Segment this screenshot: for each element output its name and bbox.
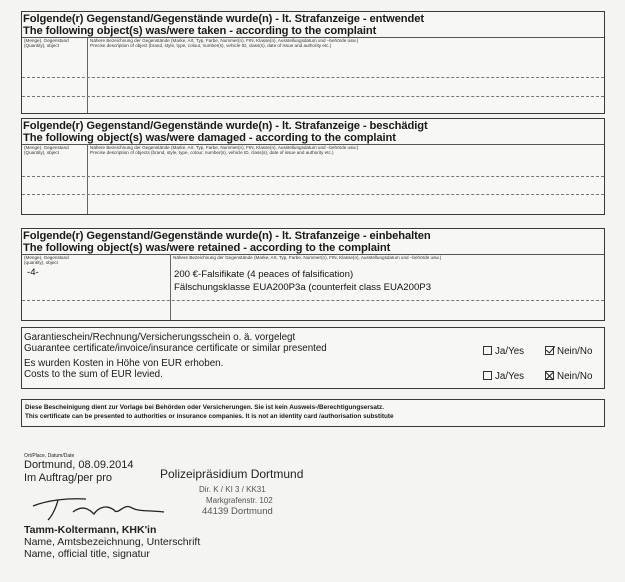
box-retained-header: [22, 230, 431, 254]
place-date: Dortmund, 08.09.2014: [24, 459, 134, 471]
col-description-label-en: Precise description of objects (brand, style, type, colour, number(s), vehicle ID, class(s), date of issue and authority etc.): [90, 150, 334, 155]
cert-costs-yes[interactable]: Ja/Yes: [483, 371, 524, 382]
box-damaged-header: [22, 120, 428, 144]
box-retained-title-de: Folgende(r) Gegenstand/Gegenstände wurde(n) - lt. Strafanzeige - einbehalten: [23, 230, 431, 242]
cert-costs-de: Es wurden Kosten in Höhe von EUR erhoben.: [24, 358, 224, 369]
box-damaged-title-en: The following object(s) was/were damaged - according to the complaint: [23, 132, 396, 144]
cert-costs-no[interactable]: Nein/No: [545, 371, 592, 382]
on-behalf: Im Auftrag/per pro: [24, 472, 113, 484]
box-taken-title-de: Folgende(r) Gegenstand/Gegenstände wurde(n) - lt. Strafanzeige - entwendet: [23, 13, 424, 25]
signer-label-de: Name, Amtsbezeichnung, Unterschrift: [24, 536, 201, 548]
box-retained: [21, 228, 605, 321]
stamp-department: Dir. K / KI 3 / KK31: [199, 485, 266, 494]
checkbox-empty-icon[interactable]: [483, 346, 492, 355]
checkbox-checked-icon[interactable]: [545, 346, 554, 355]
col-description-label-en: Precise description of object (brand, style, type, colour, number(s), vehicle ID, class(s), date of issue and authority etc.): [90, 43, 332, 48]
cert-presented-yes[interactable]: Ja/Yes: [483, 346, 524, 357]
box-taken: [21, 11, 605, 114]
place-date-label: Ort/Place, Datum/Date: [24, 453, 75, 459]
col-description-label-de: Nähere Bezeichnung der Gegenstände (Marke, Art, Typ, Farbe, Nummer(n), FIN, Klasse(n), Ausstellungsdatum und –behörde usw.): [90, 145, 359, 150]
notice-de: Diese Bescheinigung dient zur Vorlage bei Behörden oder Versicherungen. Sie ist kein Ausweis-/Berechtigungsersatz.: [25, 404, 385, 411]
signer-label-en: Name, official title, signatur: [24, 548, 150, 560]
col-quantity-label-en: (Quantity), object: [24, 150, 59, 155]
col-description-label-de: Nähere Bezeichnung der Gegenstände (Marke, Art, Typ, Farbe, Nummer(n), FIN, Klasse(n), Ausstellungsdatum und –behörde usw.): [173, 255, 442, 260]
col-quantity-label-en: (quantity), object: [24, 260, 58, 265]
box-taken-title-en: The following object(s) was/were taken - according to the complaint: [23, 25, 377, 37]
col-quantity-label-en: (Quantity), object: [24, 43, 59, 48]
cert-presented-en: Guarantee certificate/invoice/insurance certificate or similar presented: [24, 343, 327, 354]
box-taken-header: [22, 13, 424, 37]
col-quantity-label-de: (Menge), Gegenstand: [24, 145, 69, 150]
stamp-authority: Polizeipräsidium Dortmund: [160, 467, 304, 481]
retained-item-line-1: 200 €-Falsifikate (4 peaces of falsification): [174, 269, 354, 280]
box-damaged: [21, 118, 605, 215]
cert-presented-no[interactable]: Nein/No: [545, 346, 592, 357]
col-description-label-de: Nähere Bezeichnung der Gegenstände (Marke, Art, Typ, Farbe, Nummer(n), FIN, Klasse(n), Ausstellungsdatum und –behörde usw.): [90, 38, 359, 43]
box-certificate: [21, 327, 605, 389]
stamp-city: 44139 Dortmund: [202, 506, 273, 517]
cert-presented-de: Garantieschein/Rechnung/Versicherungsschein o. ä. vorgelegt: [24, 332, 296, 343]
cert-costs-en: Costs to the sum of EUR levied.: [24, 369, 163, 380]
signer-name: Tamm-Koltermann, KHK'in: [24, 524, 157, 536]
col-quantity-label-de: (Menge), Gegenstand: [24, 255, 69, 260]
retained-quantity: -4-: [27, 267, 39, 278]
retained-item-line-2: Fälschungsklasse EUA200P3a (counterfeit class EUA200P3: [174, 282, 432, 293]
box-damaged-title-de: Folgende(r) Gegenstand/Gegenstände wurde(n) - lt. Strafanzeige - beschädigt: [23, 120, 428, 132]
box-notice: [21, 399, 605, 427]
notice-en: This certificate can be presented to authorities or insurance companies. It is not an identity card /authorisation substitute: [25, 413, 394, 420]
checkbox-crossed-icon[interactable]: [545, 371, 554, 380]
box-retained-title-en: The following object(s) was/were retained - according to the complaint: [23, 242, 391, 254]
col-quantity-label-de: (Menge), Gegenstand: [24, 38, 69, 43]
stamp-street: Markgrafenstr. 102: [206, 496, 273, 505]
checkbox-empty-icon[interactable]: [483, 371, 492, 380]
